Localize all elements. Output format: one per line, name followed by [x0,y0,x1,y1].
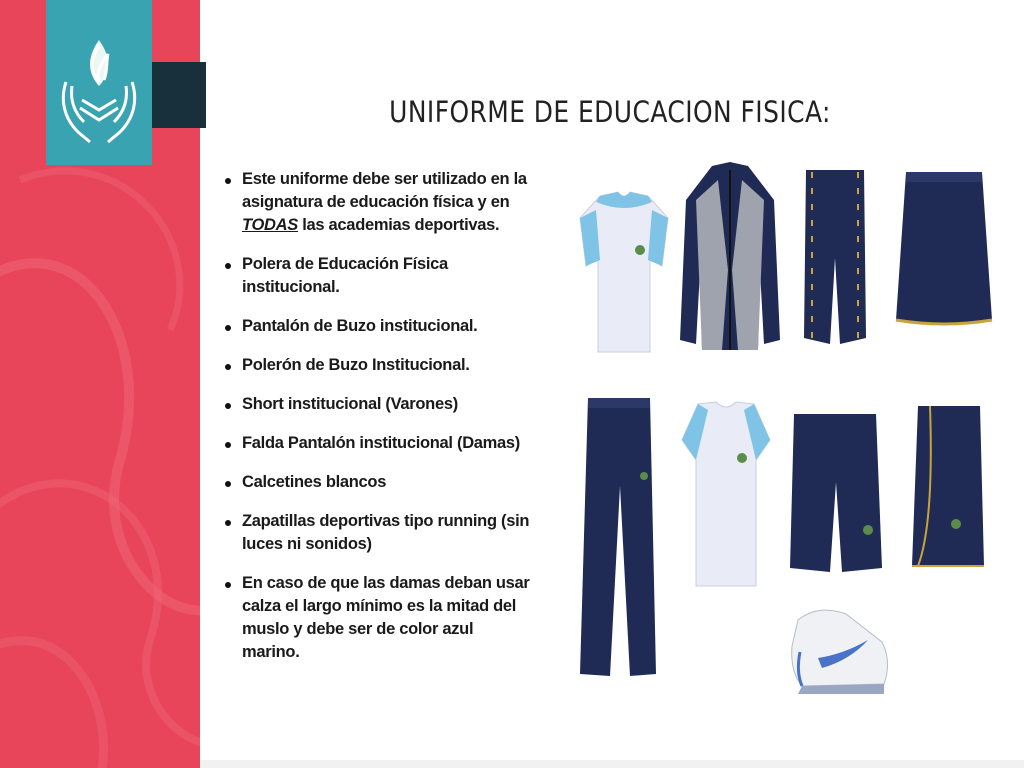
sneaker-image [788,602,892,698]
long-shorts-icon [802,168,868,346]
bullet-item: Zapatillas deportivas tipo running (sin luces ni sonidos) [222,510,532,556]
bullet-item: Este uniforme debe ser utilizado en la asignatura de educación física y en TODAS las academias deportivas. [222,168,532,237]
emphasis-text: TODAS [242,216,298,234]
bullet-list [222,168,532,680]
skirt-icon [894,170,994,328]
trousers-image [578,396,658,680]
skort-icon [910,404,986,572]
jacket-image [678,160,782,356]
tshirt-icon [578,188,670,356]
skort-image [910,404,986,572]
logo-box [46,0,152,165]
jacket-icon [678,160,782,356]
bullet-item: Short institucional (Varones) [222,393,532,416]
header-accent-bar [152,62,206,128]
adventist-flame-hands-logo-icon [46,0,152,165]
bullet-item: Polera de Educación Física institucional. [222,253,532,299]
footer-strip [200,760,1024,768]
tshirt-image [578,188,670,356]
sleeveless-tee-icon [680,400,772,590]
long-shorts-image [802,168,868,346]
slide-title: UNIFORME DE EDUCACION FISICA: [389,95,831,130]
bullet-item: Pantalón de Buzo institucional. [222,315,532,338]
trousers-icon [578,396,658,680]
short-icon [788,412,884,574]
bullet-item: Calcetines blancos [222,471,532,494]
short-image [788,412,884,574]
uniform-photos [560,150,1020,710]
sleeveless-tee-image [680,400,772,590]
skirt-image [894,170,994,328]
bullet-item: En caso de que las damas deban usar calza el largo mínimo es la mitad del muslo y debe ser de color azul marino. [222,572,532,664]
sneaker-icon [788,602,892,698]
bullet-item: Polerón de Buzo Institucional. [222,354,532,377]
bullet-item: Falda Pantalón institucional (Damas) [222,432,532,455]
